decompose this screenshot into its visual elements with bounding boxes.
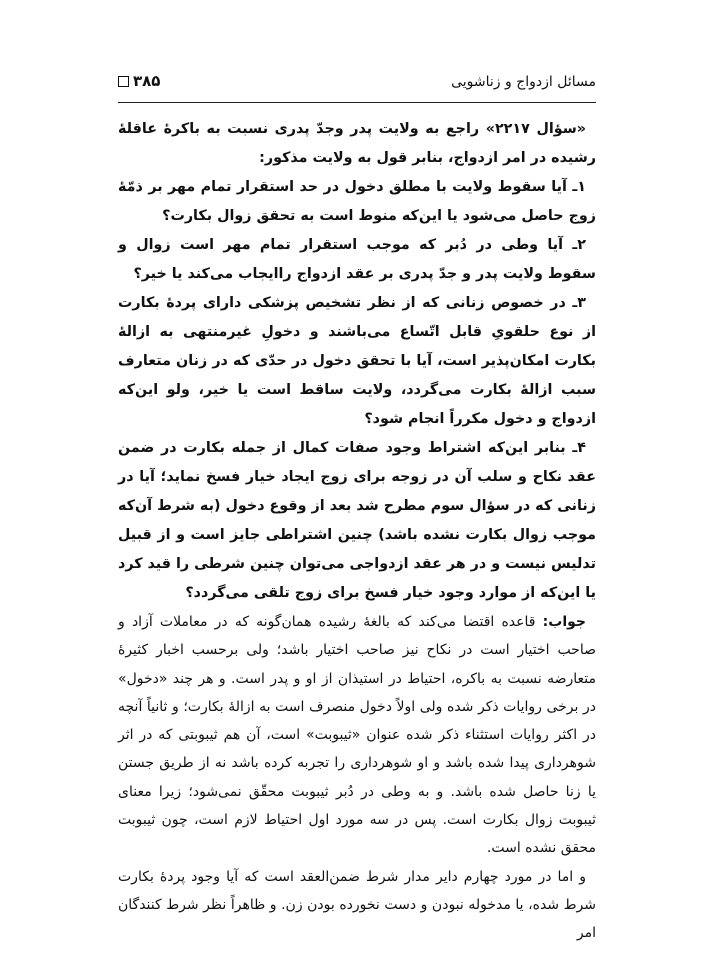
- question-item-4: ۴ـ بنابر این‌که اشتراط وجود صفات کمال از جمله بکارت در ضمن عقد نکاح و سلب آن در زوجه برای زوج ایجاد خیار فسخ نماید؛ آیا در زنانی که در سؤال سوم مطرح شد بعد از وقوع دخول (به شرط آن‌که موجب زوال بکارت نشده باشد) چنین اشتراطی جایز است و از قبیل تدلیس نیست و در هر عقد ازدواجی می‌توان چنین شرطی را قید کرد یا این‌که از موارد وجود خیار فسخ برای زوج تلقی می‌گردد؟: [118, 440, 596, 601]
- answer-label: جواب:: [542, 614, 586, 630]
- answer-paragraph-1: [118, 608, 596, 863]
- question-label: «سؤال ۲۲۱۷»: [485, 121, 587, 137]
- square-icon: [118, 76, 129, 87]
- question-intro: [118, 115, 596, 173]
- page-header: [118, 66, 596, 103]
- question-block: [118, 115, 596, 608]
- page-number: [118, 72, 160, 90]
- answer-first-text: قاعده اقتضا می‌کند که بالغهٔ رشیده همان‌گونه که در معاملات آزاد و صاحب اختیار است در نکاح نیز صاحب اختیار باشد؛ ولی برحسب اخبار کثیرهٔ متعارضه نسبت به باکره، احتیاط در استیذان از او و پدر است. و هر چند «دخول» در برخی روایات ذکر شده ولی اولاً دخول منصرف است به ازالهٔ بکارت؛ و ثانیاً آنچه در اکثر روایات استثناء ذکر شده عنوان «ثیبوبت» است، آن هم ثیبوبتی که در اثر شوهرداری پیدا شده باشد و او شوهرداری را تجربه کرده باشد نه از طریق جستن یا زنا حاصل شده باشد. و به وطی در دُبر ثیبوبت محقّق نمی‌شود؛ زیرا معنای ثیبوبت زوال بکارت است. پس در سه مورد اول احتیاط لازم است، چون ثیبوبت محقق نشده است.: [118, 614, 596, 857]
- page-body: [118, 115, 596, 948]
- page-number-value: ۳۸۵: [133, 72, 161, 90]
- question-item-1: ۱ـ آیا سقوط ولایت با مطلق دخول در حد استقرار تمام مهر بر ذمّهٔ زوج حاصل می‌شود یا این‌که منوط است به تحقق زوال بکارت؟: [118, 179, 596, 224]
- answer-block: [118, 608, 596, 948]
- answer-paragraph-2: و اما در مورد چهارم دایر مدار شرط ضمن‌العقد است که آیا وجود پردهٔ بکارت شرط شده، یا مدخوله نبودن و دست نخورده بودن زن. و ظاهراً نظر شرط کنندگان امر: [118, 868, 596, 942]
- question-item-2: ۲ـ آیا وطی در دُبر که موجب استقرار تمام مهر است زوال و سقوط ولایت پدر و جدّ پدری بر عقد ازدواج راایجاب می‌کند یا خیر؟: [118, 237, 596, 282]
- running-title: مسائل ازدواج و زناشویی: [451, 74, 596, 90]
- question-item-3: ۳ـ در خصوص زنانی که از نظر تشخیص پزشکی دارای پردهٔ بکارت از نوع حلقویِ قابل اتّساع می‌باشند و دخولِ غیرمنتهی به ازالهٔ بکارت امکان‌پذیر است، آیا با تحقق دخول در حدّی که در زنان متعارف سبب ازالهٔ بکارت می‌گردد، ولایت ساقط است یا خیر، ولو این‌که ازدواج و دخول مکرراً انجام شود؟: [118, 295, 596, 427]
- question-intro-text: راجع به ولایت پدر وجدّ پدری نسبت به باکرهٔ عاقلهٔ رشیده در امر ازدواج، بنابر قول به ولایت مذکور:: [118, 121, 596, 166]
